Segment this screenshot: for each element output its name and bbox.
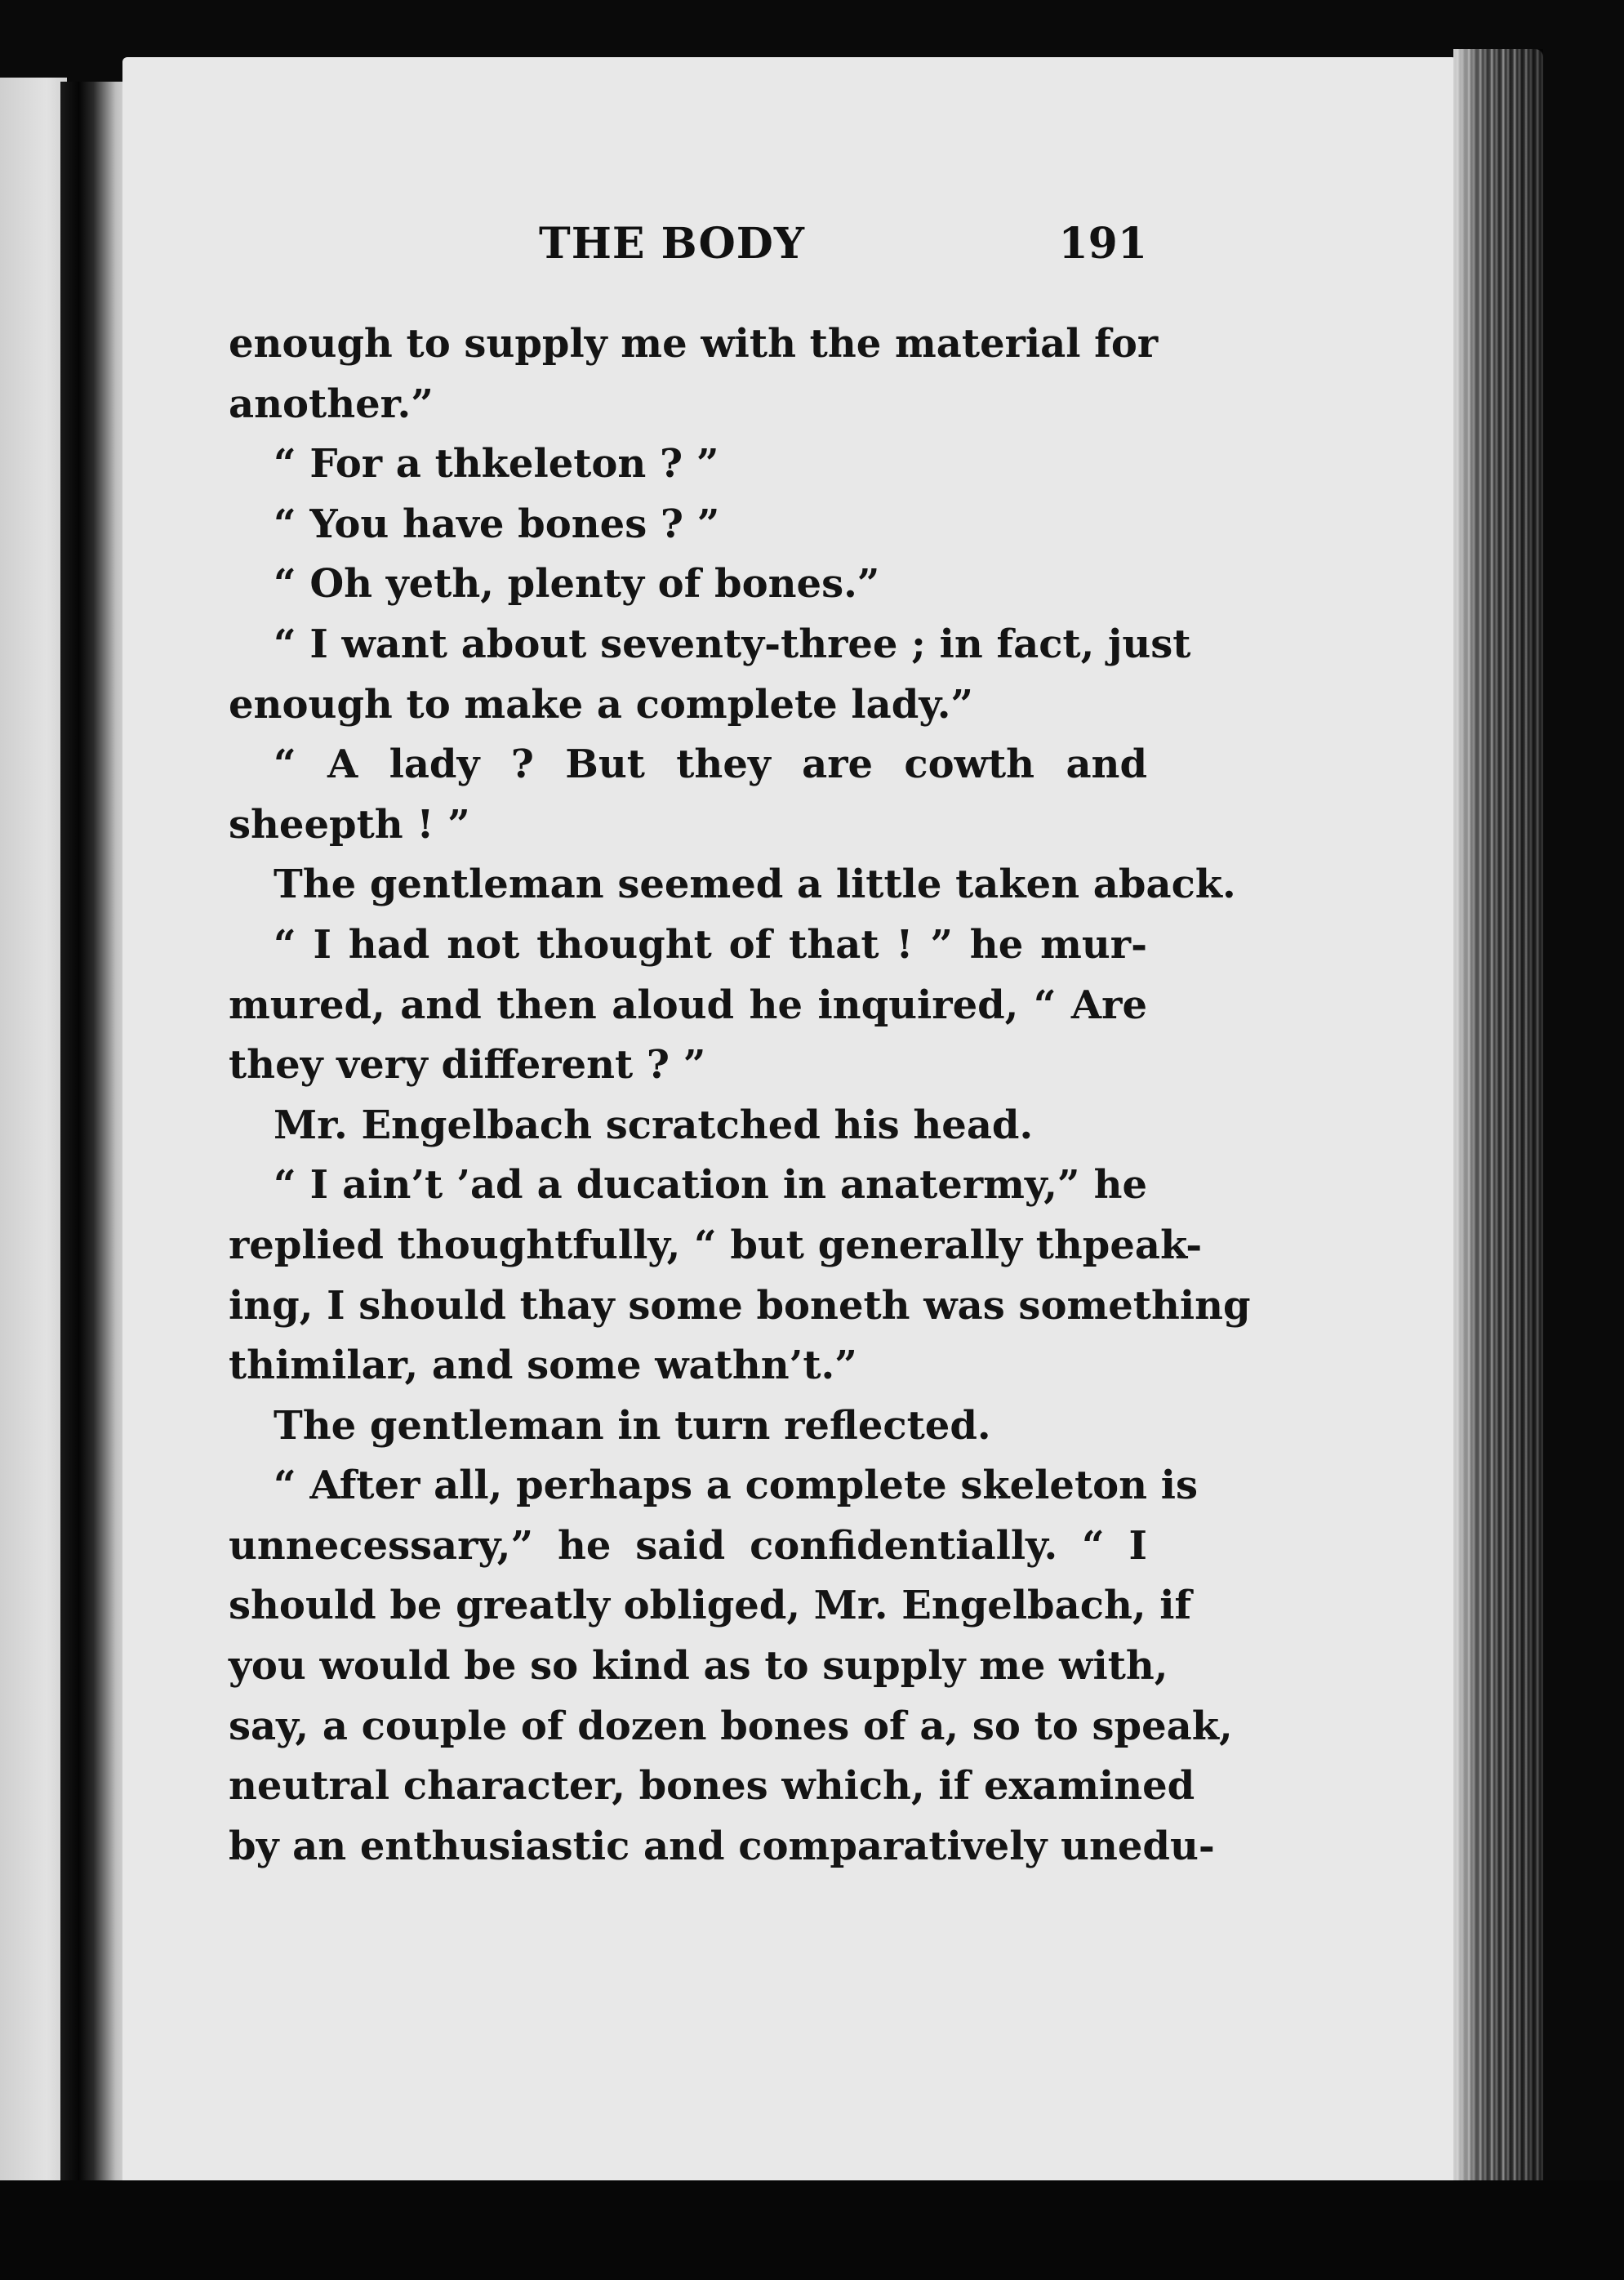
text-line: thimilar, and some wathn’t.” <box>229 1343 857 1389</box>
text-line: Mr. Engelbach scratched his head. <box>274 1102 1034 1148</box>
page-number: 191 <box>1058 219 1147 269</box>
text-line: “ I had not thought of that ! ” he mur- <box>274 921 1147 968</box>
text-line: unnecessary,” he said confidentially. “ I <box>229 1522 1147 1569</box>
text-line: enough to make a complete lady.” <box>229 681 974 728</box>
running-title: THE BODY <box>539 219 805 269</box>
text-line: mured, and then aloud he inquired, “ Are <box>229 982 1147 1028</box>
text-line: you would be so kind as to supply me with, <box>229 1643 1168 1690</box>
text-line: ing, I should thay some boneth was something <box>229 1282 1251 1329</box>
text-line: another.” <box>229 381 434 427</box>
text-line: sheepth ! ” <box>229 801 470 848</box>
text-line: The gentleman seemed a little taken aback. <box>274 862 1236 908</box>
text-line: “ After all, perhaps a complete skeleton is <box>274 1463 1199 1509</box>
bottom-shadow <box>0 2180 1624 2280</box>
text-line: “ I want about seventy-three ; in fact, just <box>274 621 1191 667</box>
body-text <box>229 314 1251 1877</box>
text-line: they very different ? ” <box>229 1042 706 1089</box>
page-edges <box>1453 49 1543 2197</box>
page-header <box>229 219 1147 292</box>
text-line: say, a couple of dozen bones of a, so to speak, <box>229 1703 1233 1749</box>
text-line: “ You have bones ? ” <box>274 501 720 547</box>
text-line: replied thoughtfully, “ but generally thpeak- <box>229 1222 1203 1268</box>
text-line: The gentleman in turn reflected. <box>274 1402 991 1449</box>
left-facing-page <box>0 78 67 2193</box>
text-line: “ A lady ? But they are cowth and <box>274 741 1147 788</box>
text-line: should be greatly obliged, Mr. Engelbach, if <box>229 1583 1192 1629</box>
text-line: by an enthusiastic and comparatively unedu- <box>229 1823 1215 1869</box>
text-line: “ I ain’t ’ad a ducation in anatermy,” he <box>274 1162 1147 1209</box>
text-line: enough to supply me with the material for <box>229 321 1159 367</box>
text-line: “ Oh yeth, plenty of bones.” <box>274 561 880 608</box>
text-line: “ For a thkeleton ? ” <box>274 441 719 488</box>
text-line: neutral character, bones which, if examined <box>229 1763 1195 1810</box>
